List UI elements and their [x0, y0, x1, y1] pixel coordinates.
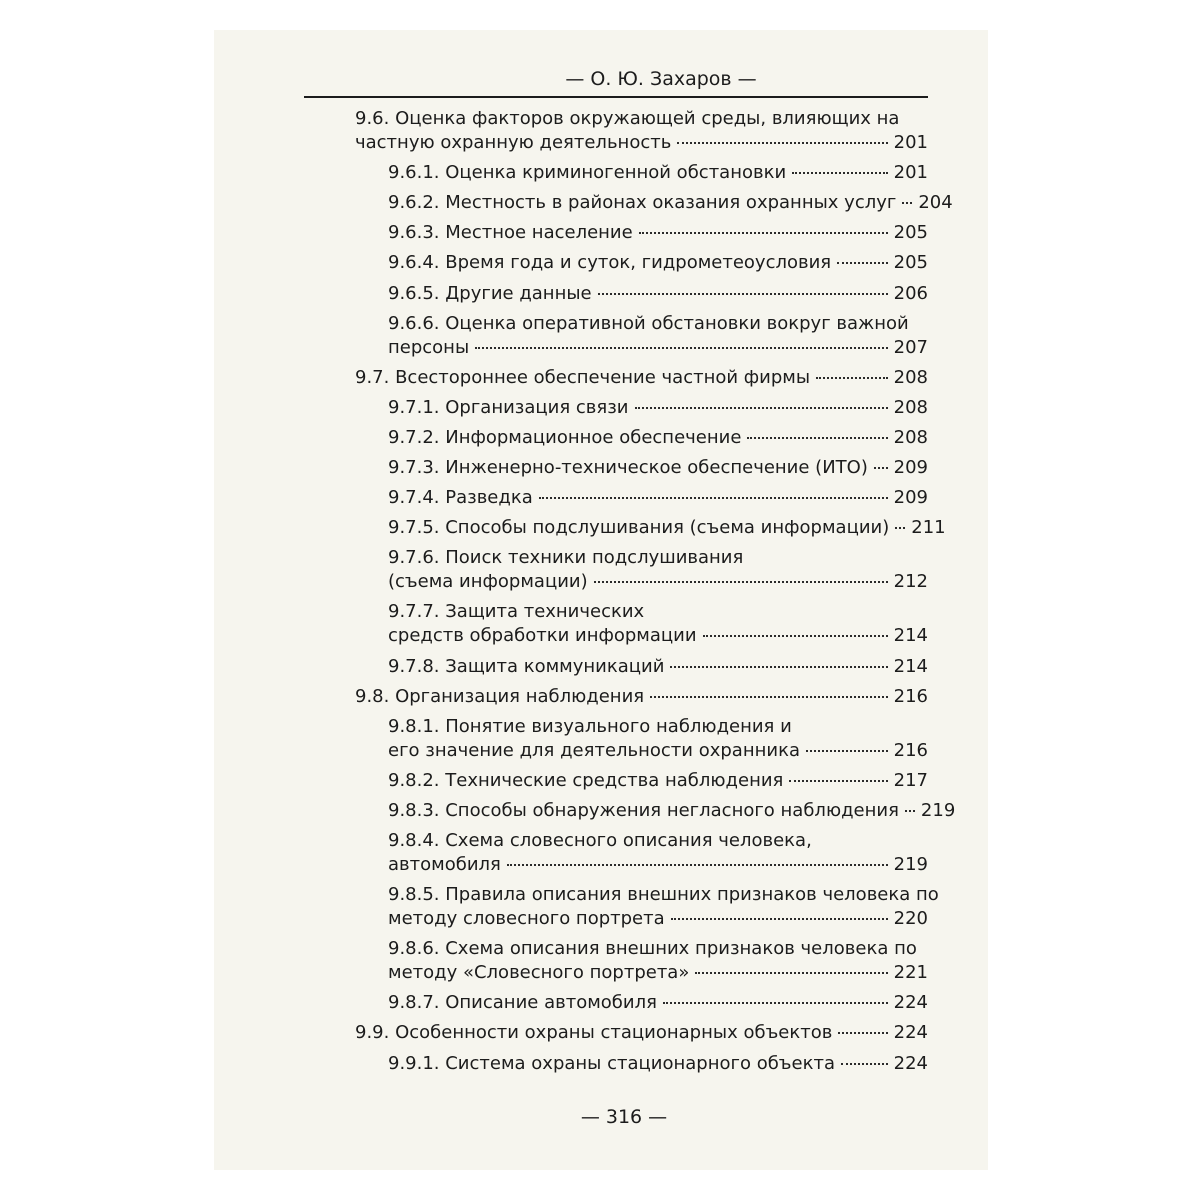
- dot-leader: [841, 1063, 888, 1065]
- book-page: [214, 30, 988, 1170]
- toc-entry-title: 9.6.2. Местность в районах оказания охранных услуг: [388, 192, 897, 214]
- toc-page-number: 205: [893, 222, 928, 244]
- toc-page-number: 220: [893, 908, 928, 930]
- toc-page-number: 204: [918, 192, 953, 214]
- toc-entry-title: 9.6.4. Время года и суток, гидрометеоусловия: [388, 252, 832, 274]
- toc-entry-title: 9.8. Организация наблюдения: [355, 685, 645, 707]
- toc-entry: [214, 937, 928, 985]
- dot-leader: [507, 864, 888, 866]
- toc-entry-line: [355, 685, 928, 709]
- toc-entry: [214, 1052, 928, 1076]
- toc-entry-line: [355, 366, 928, 390]
- toc-page-number: 201: [893, 132, 928, 153]
- toc-entry-line: [388, 991, 928, 1015]
- dot-leader: [677, 142, 887, 144]
- dot-leader: [789, 780, 887, 782]
- toc-entry-title: 9.7.5. Способы подслушивания (съема информации): [388, 517, 890, 539]
- toc-entry-title: 9.7.8. Защита коммуникаций: [388, 655, 665, 677]
- toc-entry-line: [355, 131, 928, 155]
- toc-entry: [214, 456, 928, 480]
- toc-entry-title-line: 9.7.6. Поиск техники подслушивания: [388, 547, 744, 569]
- dot-leader: [838, 1032, 887, 1034]
- toc-entry: [214, 685, 928, 709]
- toc-entry: [214, 107, 928, 155]
- toc-entry-title: 9.6.5. Другие данные: [388, 282, 592, 304]
- toc-entry-title: персоны: [388, 336, 470, 358]
- toc-page-number: 209: [893, 487, 928, 509]
- toc-entry-line: [388, 624, 928, 648]
- toc-entry-title-line: 9.8.1. Понятие визуального наблюдения и: [388, 715, 792, 737]
- toc-entry-title: 9.7.2. Информационное обеспечение: [388, 426, 742, 448]
- page-number: — 316 —: [580, 1106, 668, 1128]
- dot-leader: [539, 497, 888, 499]
- toc-entry-line: [388, 486, 928, 510]
- toc-entry-line: [388, 336, 928, 360]
- toc-entry-title: 9.7. Всестороннее обеспечение частной фирмы: [355, 366, 811, 388]
- dot-leader: [816, 377, 888, 379]
- toc-entry-title: 9.8.7. Описание автомобиля: [388, 992, 657, 1014]
- toc-entry: [214, 426, 928, 450]
- dot-leader: [594, 581, 888, 583]
- toc-entry-title-line: 9.8.6. Схема описания внешних признаков человека по: [388, 938, 917, 960]
- toc-entry: [214, 655, 928, 679]
- toc-entry-title-line: 9.8.4. Схема словесного описания человека,: [388, 830, 812, 851]
- toc-entry: [214, 883, 939, 931]
- toc-entry-line: [388, 799, 956, 823]
- toc-entry-title: 9.8.3. Способы обнаружения негласного наблюдения: [388, 799, 899, 821]
- toc-entry-line: [388, 907, 928, 931]
- toc-entry-line: [388, 853, 928, 877]
- toc-entry-line: [388, 221, 928, 245]
- toc-entry-line: [388, 251, 928, 275]
- toc-page-number: 211: [911, 517, 946, 539]
- toc-entry: [214, 799, 956, 823]
- dot-leader: [695, 972, 887, 974]
- toc-page-number: 214: [893, 655, 928, 677]
- toc-entry-line: [355, 1021, 928, 1045]
- toc-entry-title: 9.8.2. Технические средства наблюдения: [388, 769, 784, 791]
- toc-page-number: 216: [893, 685, 928, 707]
- dot-leader: [895, 527, 905, 529]
- toc-entry: [214, 991, 928, 1015]
- toc-entry-title: 9.7.4. Разведка: [388, 487, 533, 509]
- toc-page-number: 217: [893, 769, 928, 791]
- toc-entry-line: [388, 769, 928, 793]
- toc-entry: [214, 251, 928, 275]
- toc-entry-title: 9.7.3. Инженерно-техническое обеспечение (ИТО): [388, 457, 868, 478]
- toc-entry: [214, 366, 928, 390]
- toc-page-number: 224: [893, 1052, 928, 1074]
- running-header: — О. Ю. Захаров —: [565, 68, 757, 90]
- toc-page-number: 224: [893, 992, 928, 1014]
- toc-entry: [214, 600, 928, 648]
- toc-entry: [214, 396, 928, 420]
- dot-leader: [639, 232, 888, 234]
- toc-entry-title: методу «Словесного портрета»: [388, 962, 690, 984]
- dot-leader: [663, 1002, 888, 1004]
- toc-page-number: 208: [893, 366, 928, 388]
- toc-page-number: 205: [893, 252, 928, 274]
- toc-entry-line: [388, 516, 946, 540]
- dot-leader: [670, 666, 887, 668]
- dot-leader: [806, 750, 888, 752]
- dot-leader: [747, 437, 887, 439]
- toc-entry-title-line: 9.8.5. Правила описания внешних признаков человека по: [388, 884, 939, 906]
- toc-entry-line: [388, 961, 928, 985]
- toc-entry-line: [388, 739, 928, 763]
- toc-page-number: 208: [893, 426, 928, 448]
- toc-entry-title: 9.9.1. Система охраны стационарного объекта: [388, 1052, 835, 1074]
- toc-entry-line: [388, 570, 928, 594]
- toc-entry: [214, 829, 928, 877]
- toc-entry: [214, 486, 928, 510]
- toc-entry-title-line: 9.7.7. Защита технических: [388, 601, 645, 623]
- toc-entry-title: (съема информации): [388, 571, 588, 593]
- toc-entry-title-line: 9.6. Оценка факторов окружающей среды, влияющих на: [355, 108, 900, 129]
- toc-page-number: 219: [920, 799, 956, 821]
- dot-leader: [874, 467, 888, 469]
- toc-page-number: 206: [893, 282, 928, 304]
- toc-entry-title: средств обработки информации: [388, 625, 697, 647]
- toc-entry: [214, 715, 928, 763]
- toc-entry-title: 9.7.1. Организация связи: [388, 396, 629, 418]
- toc-entry-line: [388, 161, 928, 185]
- toc-entry-line: [388, 1052, 928, 1076]
- toc-page-number: 221: [893, 962, 928, 984]
- dot-leader: [703, 635, 888, 637]
- toc-entry-title: частную охранную деятельность: [355, 132, 672, 153]
- toc-entry-title: 9.6.1. Оценка криминогенной обстановки: [388, 162, 787, 184]
- toc-entry: [214, 191, 953, 215]
- toc-entry-line: [388, 655, 928, 679]
- toc-page-number: 216: [893, 739, 928, 761]
- toc-entry-line: [388, 191, 953, 215]
- dot-leader: [635, 407, 888, 409]
- toc-page-number: 209: [893, 457, 928, 478]
- toc-entry: [214, 516, 946, 540]
- dot-leader: [671, 918, 888, 920]
- toc-entry: [214, 769, 928, 793]
- toc-entry: [214, 282, 928, 306]
- toc-entry-title: его значение для деятельности охранника: [388, 739, 800, 761]
- toc-entry-line: [388, 426, 928, 450]
- toc-entry-title-line: 9.6.6. Оценка оперативной обстановки вокруг важной: [388, 312, 909, 334]
- toc-entry-title: 9.9. Особенности охраны стационарных объектов: [355, 1022, 833, 1044]
- toc-page-number: 224: [893, 1022, 928, 1044]
- dot-leader: [837, 262, 888, 264]
- toc-page-number: 207: [893, 336, 928, 358]
- toc-entry-title: автомобиля: [388, 854, 501, 875]
- dot-leader: [792, 172, 887, 174]
- toc-entry: [214, 221, 928, 245]
- toc-entry: [214, 312, 928, 360]
- toc-page-number: 201: [893, 162, 928, 184]
- toc-entry: [214, 161, 928, 185]
- toc-entry: [214, 1021, 928, 1045]
- dot-leader: [598, 293, 888, 295]
- dot-leader: [475, 347, 887, 349]
- toc-page-number: 219: [893, 854, 928, 875]
- toc-entry-title: методу словесного портрета: [388, 908, 665, 930]
- toc-entry-line: [388, 456, 928, 480]
- toc-entry-title: 9.6.3. Местное население: [388, 222, 633, 244]
- toc-entry: [214, 546, 928, 594]
- toc-page-number: 208: [893, 396, 928, 418]
- toc-page-number: 214: [893, 625, 928, 647]
- toc-entry-line: [388, 282, 928, 306]
- toc-entry-line: [388, 396, 928, 420]
- header-rule: [304, 96, 928, 98]
- dot-leader: [905, 810, 915, 812]
- dot-leader: [650, 696, 888, 698]
- dot-leader: [902, 202, 912, 204]
- toc-page-number: 212: [893, 571, 928, 593]
